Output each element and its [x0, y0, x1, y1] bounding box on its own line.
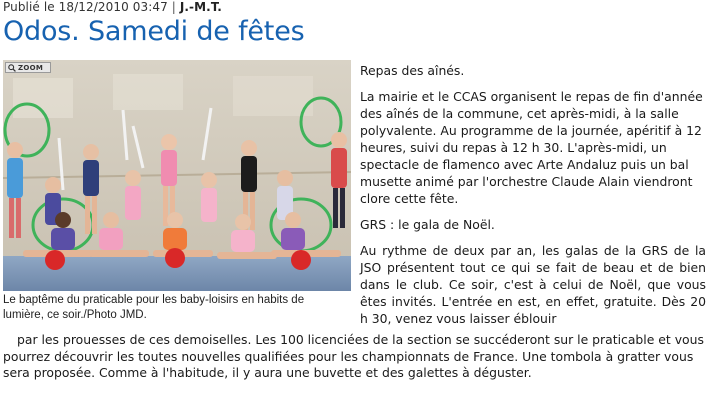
photo-caption: Le baptême du praticable pour les baby-loisirs en habits de lumière, ce soir./Photo JMD. — [3, 294, 305, 321]
article-photo[interactable] — [3, 60, 351, 291]
article-column — [360, 62, 706, 327]
section-body-continued: par les prouesses de ces demoiselles. Les 100 licenciées de la section se succéderont sur le praticable et vous pourrez découvrir les toutes nouvelles qualifiées pour les championnats de France. Une tombola à gratter vous sera proposée. Comme à l'habitude, il y aura une buvette et des galettes à déguster. — [3, 332, 704, 380]
article-continuation — [3, 332, 706, 382]
section-heading: Repas des aînés. — [360, 63, 465, 78]
photo-illustration — [3, 60, 351, 291]
article-title: Odos. Samedi de fêtes — [3, 16, 305, 47]
zoom-button[interactable] — [5, 62, 51, 73]
magnifier-icon — [8, 64, 16, 72]
author-initials: J.-M.T. — [179, 0, 222, 14]
zoom-label: ZOOM — [18, 63, 44, 72]
meta-separator: | — [171, 0, 176, 14]
section-body: Au rythme de deux par an, les galas de la GRS de la JSO présentent tout ce qui se fait de beau et de bien dans le club. Ce soir, c'est à celui de Noël, que vous êtes invités. L'entrée en est, en effet, gratuite. Dès 20 h 30, venez vous laisser éblouir — [360, 243, 706, 326]
publish-date: Publié le 18/12/2010 03:47 — [3, 0, 168, 14]
section-body: La mairie et le CCAS organisent le repas de fin d'année des aînés de la commune, cet après-midi, à la salle polyvalente. Au programme de la journée, apéritif à 12 heures, suivi du repas à 12 h 30. L'après-midi, un spectacle de flamenco avec Arte Andaluz puis un bal musette animé par l'orchestre Claude Alain viendront clore cette fête. — [360, 89, 703, 206]
section-heading: GRS : le gala de Noël. — [360, 217, 495, 232]
